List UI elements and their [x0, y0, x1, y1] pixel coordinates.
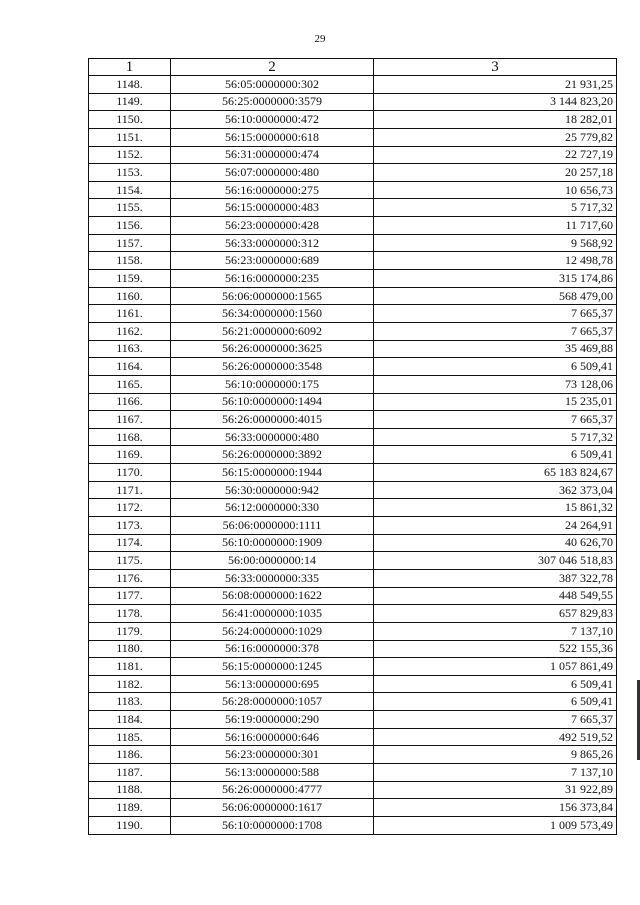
cadastral-number-cell: 56:13:0000000:588	[171, 763, 374, 781]
row-number-cell: 1158.	[89, 252, 171, 270]
row-number-cell: 1185.	[89, 728, 171, 746]
cadastral-number-cell: 56:21:0000000:6092	[171, 322, 374, 340]
table-row	[89, 393, 617, 411]
table-row	[89, 711, 617, 729]
cadastral-number-cell: 56:15:0000000:1944	[171, 464, 374, 482]
row-number-cell: 1160.	[89, 287, 171, 305]
value-cell: 448 549,55	[374, 587, 617, 605]
value-cell: 7 137,10	[374, 622, 617, 640]
cadastral-number-cell: 56:33:0000000:335	[171, 569, 374, 587]
row-number-cell: 1162.	[89, 322, 171, 340]
table-row	[89, 270, 617, 288]
row-number-cell: 1177.	[89, 587, 171, 605]
table-header	[89, 59, 617, 76]
value-cell: 6 509,41	[374, 358, 617, 376]
table-row	[89, 569, 617, 587]
cadastral-number-cell: 56:16:0000000:378	[171, 640, 374, 658]
row-number-cell: 1170.	[89, 464, 171, 482]
value-cell: 7 665,37	[374, 711, 617, 729]
row-number-cell: 1171.	[89, 481, 171, 499]
table-row	[89, 199, 617, 217]
cadastral-number-cell: 56:15:0000000:483	[171, 199, 374, 217]
row-number-cell: 1155.	[89, 199, 171, 217]
row-number-cell: 1189.	[89, 799, 171, 817]
table-row	[89, 375, 617, 393]
cadastral-number-cell: 56:13:0000000:695	[171, 675, 374, 693]
row-number-cell: 1165.	[89, 375, 171, 393]
table-row	[89, 181, 617, 199]
cadastral-number-cell: 56:07:0000000:480	[171, 164, 374, 182]
header-row	[89, 59, 617, 76]
cadastral-number-cell: 56:23:0000000:428	[171, 217, 374, 235]
table-row	[89, 728, 617, 746]
row-number-cell: 1152.	[89, 146, 171, 164]
table-row	[89, 252, 617, 270]
table-body	[89, 76, 617, 835]
row-number-cell: 1153.	[89, 164, 171, 182]
value-cell: 1 009 573,49	[374, 816, 617, 834]
value-cell: 22 727,19	[374, 146, 617, 164]
cadastral-number-cell: 56:25:0000000:3579	[171, 93, 374, 111]
row-number-cell: 1184.	[89, 711, 171, 729]
value-cell: 6 509,41	[374, 675, 617, 693]
row-number-cell: 1157.	[89, 234, 171, 252]
row-number-cell: 1163.	[89, 340, 171, 358]
value-cell: 12 498,78	[374, 252, 617, 270]
value-cell: 10 656,73	[374, 181, 617, 199]
table-row	[89, 816, 617, 834]
table-row	[89, 411, 617, 429]
row-number-cell: 1188.	[89, 781, 171, 799]
cadastral-number-cell: 56:19:0000000:290	[171, 711, 374, 729]
table-row	[89, 322, 617, 340]
cadastral-number-cell: 56:05:0000000:302	[171, 76, 374, 94]
value-cell: 35 469,88	[374, 340, 617, 358]
row-number-cell: 1174.	[89, 534, 171, 552]
row-number-cell: 1159.	[89, 270, 171, 288]
table-row	[89, 76, 617, 94]
value-cell: 21 931,25	[374, 76, 617, 94]
row-number-cell: 1176.	[89, 569, 171, 587]
cadastral-number-cell: 56:34:0000000:1560	[171, 305, 374, 323]
table-row	[89, 640, 617, 658]
value-cell: 20 257,18	[374, 164, 617, 182]
cadastral-number-cell: 56:26:0000000:3625	[171, 340, 374, 358]
cadastral-number-cell: 56:30:0000000:942	[171, 481, 374, 499]
table-row	[89, 552, 617, 570]
row-number-cell: 1150.	[89, 111, 171, 129]
cadastral-number-cell: 56:06:0000000:1565	[171, 287, 374, 305]
table-row	[89, 146, 617, 164]
table-row	[89, 446, 617, 464]
table-row	[89, 746, 617, 764]
value-cell: 6 509,41	[374, 446, 617, 464]
value-cell: 7 665,37	[374, 411, 617, 429]
column-header-1: 1	[89, 59, 171, 76]
row-number-cell: 1190.	[89, 816, 171, 834]
cadastral-number-cell: 56:15:0000000:1245	[171, 658, 374, 676]
cadastral-number-cell: 56:16:0000000:275	[171, 181, 374, 199]
value-cell: 25 779,82	[374, 128, 617, 146]
cadastral-number-cell: 56:00:0000000:14	[171, 552, 374, 570]
cadastral-number-cell: 56:06:0000000:1111	[171, 517, 374, 535]
value-cell: 15 861,32	[374, 499, 617, 517]
cadastral-number-cell: 56:12:0000000:330	[171, 499, 374, 517]
value-cell: 5 717,32	[374, 199, 617, 217]
value-cell: 362 373,04	[374, 481, 617, 499]
table-row	[89, 111, 617, 129]
table-row	[89, 234, 617, 252]
row-number-cell: 1149.	[89, 93, 171, 111]
row-number-cell: 1164.	[89, 358, 171, 376]
value-cell: 387 322,78	[374, 569, 617, 587]
row-number-cell: 1151.	[89, 128, 171, 146]
table-row	[89, 481, 617, 499]
table-row	[89, 93, 617, 111]
cadastral-number-cell: 56:23:0000000:689	[171, 252, 374, 270]
value-cell: 5 717,32	[374, 428, 617, 446]
table-row	[89, 587, 617, 605]
row-number-cell: 1182.	[89, 675, 171, 693]
cadastral-number-cell: 56:26:0000000:4777	[171, 781, 374, 799]
cadastral-number-cell: 56:23:0000000:301	[171, 746, 374, 764]
cadastral-number-cell: 56:26:0000000:4015	[171, 411, 374, 429]
cadastral-number-cell: 56:26:0000000:3892	[171, 446, 374, 464]
table-row	[89, 217, 617, 235]
row-number-cell: 1172.	[89, 499, 171, 517]
cadastral-number-cell: 56:10:0000000:1909	[171, 534, 374, 552]
row-number-cell: 1178.	[89, 605, 171, 623]
cadastral-number-cell: 56:24:0000000:1029	[171, 622, 374, 640]
row-number-cell: 1180.	[89, 640, 171, 658]
value-cell: 18 282,01	[374, 111, 617, 129]
cadastral-number-cell: 56:26:0000000:3548	[171, 358, 374, 376]
row-number-cell: 1156.	[89, 217, 171, 235]
table-row	[89, 464, 617, 482]
table-row	[89, 658, 617, 676]
row-number-cell: 1175.	[89, 552, 171, 570]
table-row	[89, 799, 617, 817]
value-cell: 9 865,26	[374, 746, 617, 764]
table-row	[89, 128, 617, 146]
table-row	[89, 305, 617, 323]
table-row	[89, 605, 617, 623]
row-number-cell: 1187.	[89, 763, 171, 781]
column-header-3: 3	[374, 59, 617, 76]
row-number-cell: 1166.	[89, 393, 171, 411]
value-cell: 31 922,89	[374, 781, 617, 799]
table-row	[89, 358, 617, 376]
table-row	[89, 534, 617, 552]
table-row	[89, 428, 617, 446]
value-cell: 40 626,70	[374, 534, 617, 552]
row-number-cell: 1148.	[89, 76, 171, 94]
cadastral-number-cell: 56:10:0000000:472	[171, 111, 374, 129]
table-row	[89, 287, 617, 305]
cadastral-number-cell: 56:31:0000000:474	[171, 146, 374, 164]
cadastral-number-cell: 56:16:0000000:235	[171, 270, 374, 288]
cadastral-number-cell: 56:15:0000000:618	[171, 128, 374, 146]
row-number-cell: 1183.	[89, 693, 171, 711]
row-number-cell: 1167.	[89, 411, 171, 429]
row-number-cell: 1181.	[89, 658, 171, 676]
value-cell: 7 137,10	[374, 763, 617, 781]
table-row	[89, 693, 617, 711]
value-cell: 24 264,91	[374, 517, 617, 535]
column-header-2: 2	[171, 59, 374, 76]
table-row	[89, 781, 617, 799]
value-cell: 568 479,00	[374, 287, 617, 305]
cadastral-number-cell: 56:08:0000000:1622	[171, 587, 374, 605]
value-cell: 11 717,60	[374, 217, 617, 235]
value-cell: 7 665,37	[374, 322, 617, 340]
cadastral-number-cell: 56:10:0000000:1708	[171, 816, 374, 834]
cadastral-number-cell: 56:33:0000000:312	[171, 234, 374, 252]
table-row	[89, 499, 617, 517]
value-cell: 6 509,41	[374, 693, 617, 711]
row-number-cell: 1154.	[89, 181, 171, 199]
value-cell: 1 057 861,49	[374, 658, 617, 676]
value-cell: 657 829,83	[374, 605, 617, 623]
table-row	[89, 164, 617, 182]
table-row	[89, 675, 617, 693]
row-number-cell: 1161.	[89, 305, 171, 323]
value-cell: 3 144 823,20	[374, 93, 617, 111]
cadastral-number-cell: 56:28:0000000:1057	[171, 693, 374, 711]
table-row	[89, 763, 617, 781]
row-number-cell: 1186.	[89, 746, 171, 764]
page-number: 29	[314, 33, 326, 45]
row-number-cell: 1173.	[89, 517, 171, 535]
value-cell: 522 155,36	[374, 640, 617, 658]
cadastral-number-cell: 56:16:0000000:646	[171, 728, 374, 746]
value-cell: 7 665,37	[374, 305, 617, 323]
cadastral-number-cell: 56:41:0000000:1035	[171, 605, 374, 623]
cadastral-number-cell: 56:10:0000000:1494	[171, 393, 374, 411]
value-cell: 156 373,84	[374, 799, 617, 817]
value-cell: 315 174,86	[374, 270, 617, 288]
table-row	[89, 622, 617, 640]
table-row	[89, 517, 617, 535]
value-cell: 65 183 824,67	[374, 464, 617, 482]
value-cell: 307 046 518,83	[374, 552, 617, 570]
data-table	[88, 58, 617, 835]
row-number-cell: 1179.	[89, 622, 171, 640]
cadastral-number-cell: 56:10:0000000:175	[171, 375, 374, 393]
value-cell: 73 128,06	[374, 375, 617, 393]
value-cell: 492 519,52	[374, 728, 617, 746]
row-number-cell: 1169.	[89, 446, 171, 464]
table-row	[89, 340, 617, 358]
row-number-cell: 1168.	[89, 428, 171, 446]
value-cell: 15 235,01	[374, 393, 617, 411]
cadastral-number-cell: 56:33:0000000:480	[171, 428, 374, 446]
cadastral-number-cell: 56:06:0000000:1617	[171, 799, 374, 817]
value-cell: 9 568,92	[374, 234, 617, 252]
